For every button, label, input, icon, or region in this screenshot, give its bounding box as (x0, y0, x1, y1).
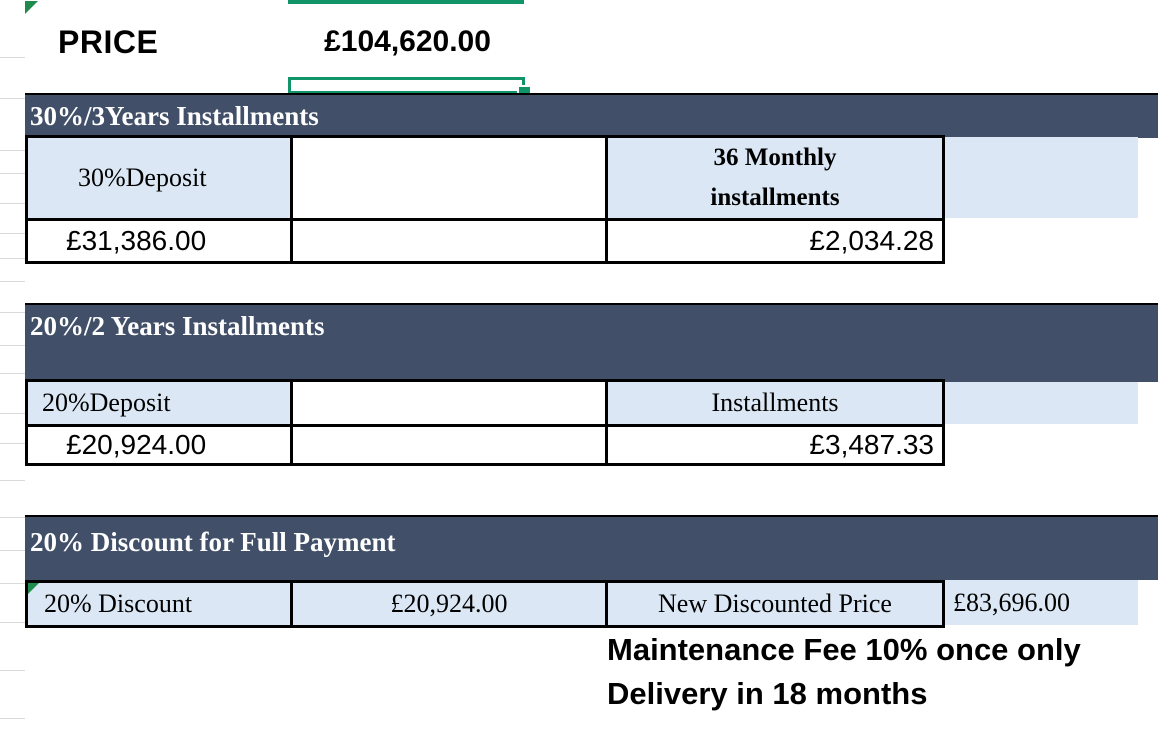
cell-fill-overflow (945, 137, 1138, 218)
note-delivery[interactable]: Delivery in 18 months (607, 676, 928, 711)
gridline (0, 150, 25, 151)
installments-header-line1: Installments (711, 388, 839, 417)
gridline (0, 670, 25, 671)
selection-border-top-icon (288, 0, 524, 4)
cell-new-price-label[interactable] (605, 580, 945, 628)
gridline (0, 550, 25, 551)
cell-discount-label[interactable] (25, 580, 293, 628)
cell-deposit-label[interactable] (25, 135, 293, 221)
section-header-discount[interactable] (25, 515, 1158, 580)
gridline (0, 413, 25, 414)
gridline (0, 718, 25, 719)
cell-empty[interactable] (290, 135, 608, 221)
gridline (0, 517, 25, 518)
cell-deposit-value[interactable] (25, 424, 293, 466)
cell-discount-value[interactable] (290, 580, 608, 628)
gridline (0, 173, 25, 174)
cell-installment-value[interactable] (605, 218, 945, 264)
section-header-20pct[interactable] (25, 303, 1158, 382)
section-title: 20%/2 Years Installments (30, 311, 325, 341)
deposit-value-text: £20,924.00 (66, 429, 207, 460)
cell-installments-header[interactable] (605, 379, 945, 427)
price-value[interactable]: £104,620.00 (324, 25, 491, 58)
cell-new-price-value[interactable] (945, 580, 1138, 625)
gridline (0, 57, 25, 58)
section-title: 20% Discount for Full Payment (30, 527, 396, 557)
deposit-label-text: 20%Deposit (42, 388, 171, 417)
gridline (0, 443, 25, 444)
cell-installment-value[interactable] (605, 424, 945, 466)
active-cell-selection[interactable] (288, 77, 525, 94)
installments-header-line2: installments (710, 184, 840, 211)
cell-error-triangle-icon (28, 583, 39, 594)
section-header-30pct[interactable] (25, 93, 1158, 138)
cell-installments-header[interactable] (605, 135, 945, 221)
gridline (0, 583, 25, 584)
installments-header-line1: 36 Monthly (713, 144, 837, 171)
cell-deposit-value[interactable] (25, 218, 293, 264)
deposit-value-text: £31,386.00 (66, 225, 207, 256)
gridline (0, 373, 25, 374)
gridline (0, 98, 25, 99)
section-title: 30%/3Years Installments (30, 101, 319, 131)
installment-value-text: £2,034.28 (809, 225, 934, 256)
cell-empty[interactable] (290, 379, 608, 427)
cell-empty[interactable] (290, 218, 608, 264)
gridline (0, 312, 25, 313)
new-price-value-text: £83,696.00 (953, 587, 1070, 617)
gridline (0, 203, 25, 204)
gridline (0, 281, 25, 282)
gridline (0, 480, 25, 481)
deposit-label-text: 30%Deposit (78, 163, 207, 192)
new-price-label-text: New Discounted Price (658, 589, 892, 618)
gridline (0, 345, 25, 346)
cell-deposit-label[interactable] (25, 379, 293, 427)
gridline (0, 233, 25, 234)
gridline (0, 258, 25, 259)
cell-empty[interactable] (290, 424, 608, 466)
cell-error-triangle-icon (25, 1, 38, 14)
note-maintenance-fee[interactable]: Maintenance Fee 10% once only (607, 632, 1081, 667)
discount-label-text: 20% Discount (44, 589, 193, 618)
installment-value-text: £3,487.33 (809, 429, 934, 460)
price-label[interactable]: PRICE (58, 24, 159, 60)
gridline (0, 622, 25, 623)
discount-value-text: £20,924.00 (390, 589, 508, 618)
cell-fill-overflow (945, 382, 1138, 424)
